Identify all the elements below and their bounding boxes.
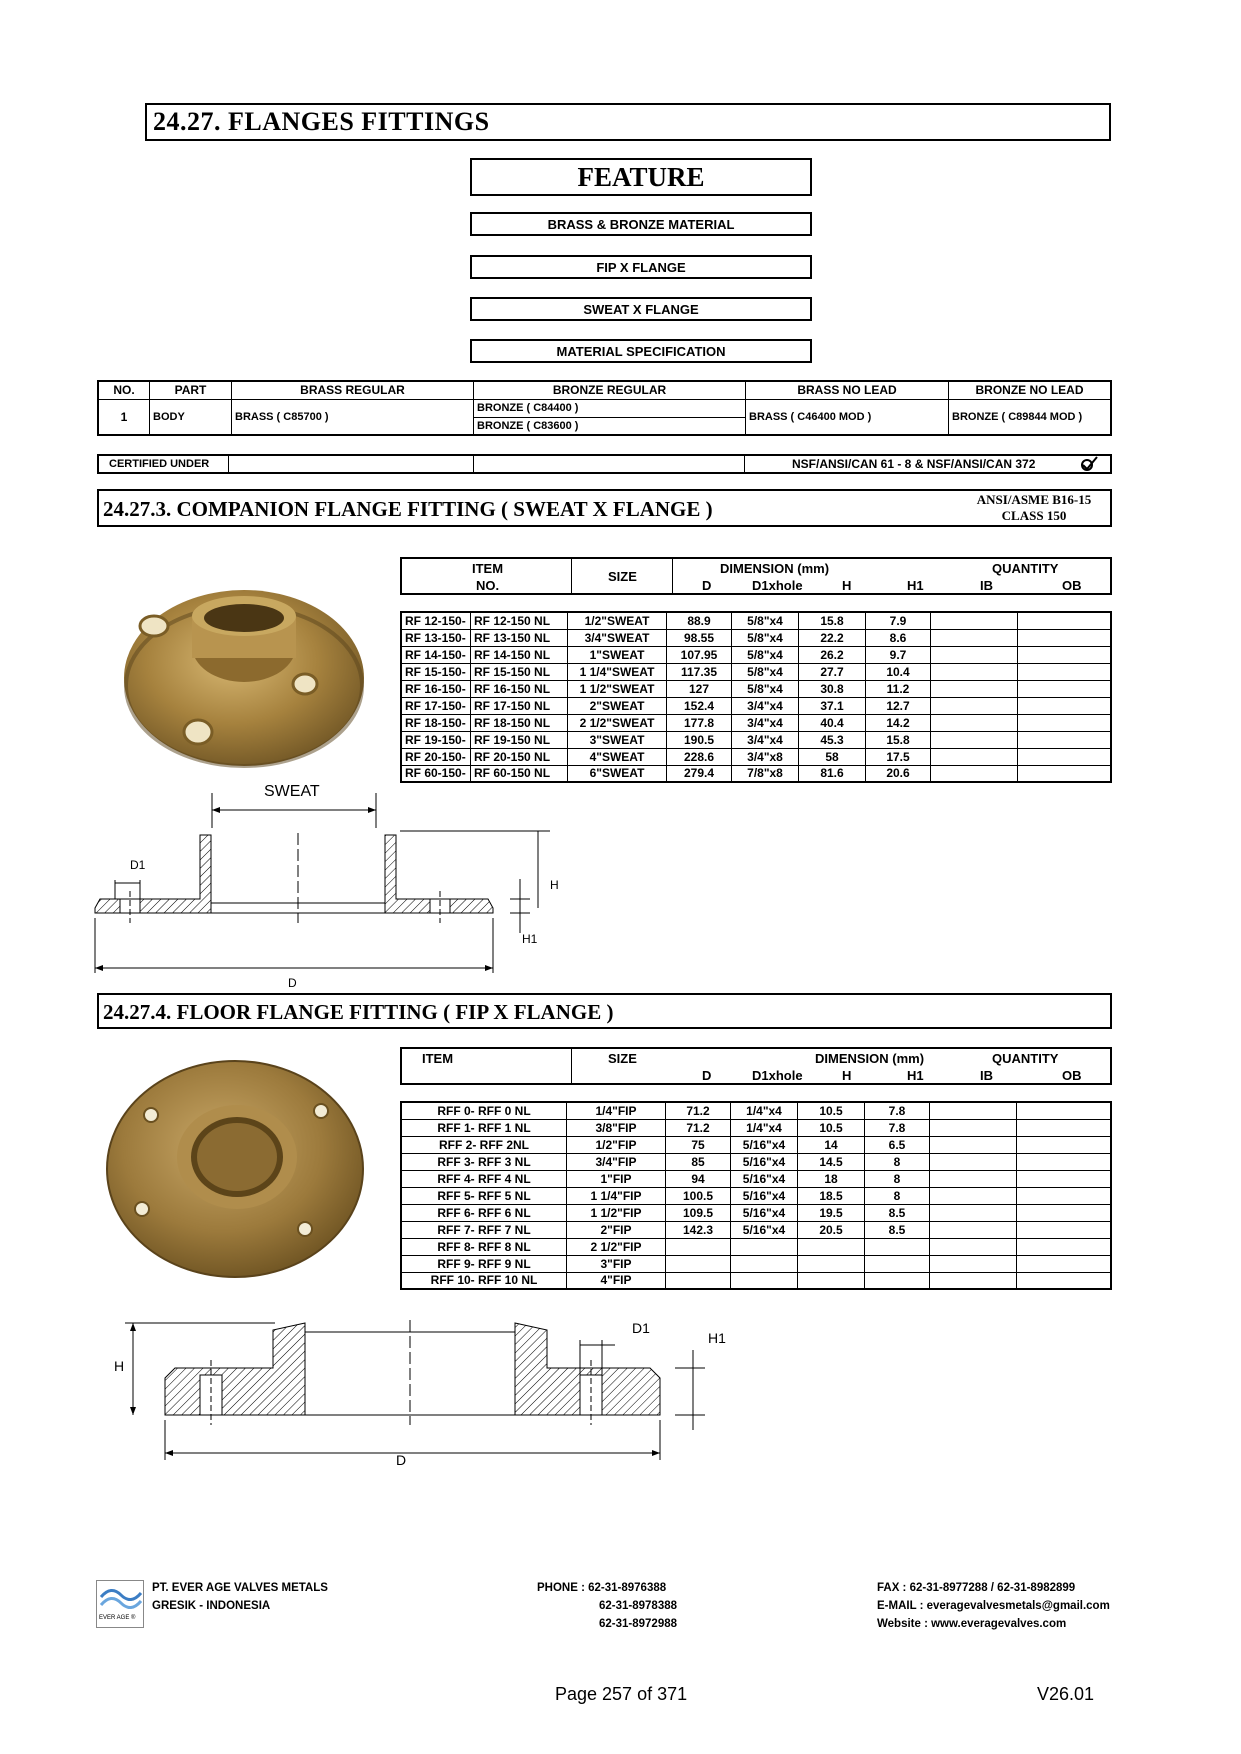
- h-cell: 18.5: [798, 1187, 865, 1204]
- h1-cell: 7.8: [865, 1102, 930, 1119]
- size-cell: 1 1/4"SWEAT: [568, 663, 667, 680]
- phone-1: PHONE : 62-31-8976388: [537, 1582, 667, 1594]
- table-row: [401, 1255, 1111, 1272]
- table-row: [401, 748, 1111, 765]
- drawing-label-h1: H1: [522, 932, 538, 946]
- phone-3: 62-31-8972988: [599, 1618, 678, 1630]
- d-cell: 88.9: [667, 612, 732, 629]
- ob-cell: [1017, 1221, 1112, 1238]
- ib-cell: [930, 1255, 1017, 1272]
- table-row: [401, 1170, 1111, 1187]
- ob-cell: [1018, 629, 1112, 646]
- table-row: [401, 1238, 1111, 1255]
- header-size: SIZE: [608, 569, 637, 584]
- website: Website : www.everagevalves.com: [877, 1618, 1067, 1630]
- table-row: [401, 1221, 1111, 1238]
- h-cell: 81.6: [799, 765, 866, 782]
- size-cell: 3/4"SWEAT: [568, 629, 667, 646]
- item-code: RFF 10- RFF 10 NL: [401, 1272, 567, 1289]
- item-code: RFF 5- RFF 5 NL: [401, 1187, 567, 1204]
- d-cell: 109.5: [666, 1204, 731, 1221]
- size-cell: 1 1/2"SWEAT: [568, 680, 667, 697]
- company-logo: [96, 1580, 144, 1628]
- material-part: BODY: [150, 399, 232, 435]
- h-cell: 45.3: [799, 731, 866, 748]
- d-cell: 228.6: [667, 748, 732, 765]
- d1-cell: [731, 1238, 798, 1255]
- table-row: [401, 612, 1111, 629]
- d1-cell: 7/8"x8: [732, 765, 799, 782]
- h-cell: [798, 1272, 865, 1289]
- drawing-label-h1: H1: [708, 1330, 726, 1346]
- d1-cell: [731, 1272, 798, 1289]
- ob-cell: [1017, 1204, 1112, 1221]
- d1-cell: 5/16"x4: [731, 1187, 798, 1204]
- item-code: RF 18-150-: [401, 714, 471, 731]
- size-cell: 1 1/2"FIP: [567, 1204, 666, 1221]
- item-code-nl: RF 14-150 NL: [471, 646, 568, 663]
- header-quantity: QUANTITY: [992, 1051, 1059, 1066]
- section-title: [145, 103, 1111, 141]
- ib-cell: [931, 731, 1018, 748]
- ib-cell: [930, 1119, 1017, 1136]
- table-row: [401, 1272, 1111, 1289]
- drawing-label-d1: D1: [632, 1320, 650, 1336]
- feature-label: SWEAT X FLANGE: [583, 301, 699, 317]
- item-code: RF 20-150-: [401, 748, 471, 765]
- header-item: ITEM: [422, 1051, 454, 1066]
- section1-title: [97, 489, 1112, 527]
- ob-cell: [1017, 1272, 1112, 1289]
- ib-cell: [931, 646, 1018, 663]
- company-name: PT. EVER AGE VALVES METALS: [152, 1582, 328, 1594]
- table-row: [401, 1136, 1111, 1153]
- h-cell: 19.5: [798, 1204, 865, 1221]
- size-cell: 4"FIP: [567, 1272, 666, 1289]
- bronze-regular-value: BRONZE ( C83600 ): [474, 417, 746, 435]
- item-code: RFF 8- RFF 8 NL: [401, 1238, 567, 1255]
- item-code-nl: RF 20-150 NL: [471, 748, 568, 765]
- feature-title: [470, 158, 812, 196]
- h1-cell: 17.5: [866, 748, 931, 765]
- item-code: RFF 9- RFF 9 NL: [401, 1255, 567, 1272]
- ib-cell: [931, 680, 1018, 697]
- header-ob: OB: [1062, 1068, 1082, 1083]
- ob-cell: [1017, 1153, 1112, 1170]
- d-cell: 71.2: [666, 1119, 731, 1136]
- h-cell: 40.4: [799, 714, 866, 731]
- section2-title: [97, 993, 1112, 1029]
- h1-cell: 8: [865, 1153, 930, 1170]
- h1-cell: 10.4: [866, 663, 931, 680]
- h-cell: 27.7: [799, 663, 866, 680]
- ob-cell: [1018, 663, 1112, 680]
- company-location: GRESIK - INDONESIA: [152, 1600, 271, 1612]
- size-cell: 2 1/2"FIP: [567, 1238, 666, 1255]
- header-h1: H1: [907, 1068, 924, 1083]
- version: V26.01: [1037, 1684, 1095, 1704]
- drawing-label-h: H: [114, 1358, 125, 1374]
- section2-header: [400, 1047, 1112, 1085]
- h1-cell: 8.6: [866, 629, 931, 646]
- ob-cell: [1017, 1170, 1112, 1187]
- h-cell: 15.8: [799, 612, 866, 629]
- size-cell: 1 1/4"FIP: [567, 1187, 666, 1204]
- header-d1: D1xhole: [752, 578, 803, 593]
- fax: FAX : 62-31-8977288 / 62-31-8982899: [877, 1582, 1076, 1594]
- section-title-text: 24.27. FLANGES FITTINGS: [153, 107, 490, 136]
- header-ob: OB: [1062, 578, 1082, 593]
- ob-cell: [1018, 731, 1112, 748]
- d1-cell: 5/16"x4: [731, 1153, 798, 1170]
- d1-cell: 5/8"x4: [732, 663, 799, 680]
- size-cell: 3/8"FIP: [567, 1119, 666, 1136]
- table-row: [401, 1102, 1111, 1119]
- ib-cell: [931, 697, 1018, 714]
- h1-cell: 9.7: [866, 646, 931, 663]
- d1-cell: 3/4"x8: [732, 748, 799, 765]
- d1-cell: 5/16"x4: [731, 1221, 798, 1238]
- table-row: [401, 1153, 1111, 1170]
- table-row: [401, 731, 1111, 748]
- ob-cell: [1018, 697, 1112, 714]
- d1-cell: 3/4"x4: [732, 697, 799, 714]
- item-code: RFF 2- RFF 2NL: [401, 1136, 567, 1153]
- certified-value: NSF/ANSI/CAN 61 - 8 & NSF/ANSI/CAN 372: [792, 457, 1036, 471]
- ib-cell: [930, 1170, 1017, 1187]
- h-cell: 10.5: [798, 1119, 865, 1136]
- size-cell: 6"SWEAT: [568, 765, 667, 782]
- h1-cell: 11.2: [866, 680, 931, 697]
- ob-cell: [1017, 1102, 1112, 1119]
- ob-cell: [1018, 765, 1112, 782]
- feature-item: [470, 339, 812, 363]
- email: E-MAIL : everagevalvesmetals@gmail.com: [877, 1600, 1110, 1612]
- d-cell: 142.3: [666, 1221, 731, 1238]
- ob-cell: [1018, 680, 1112, 697]
- d-cell: 94: [666, 1170, 731, 1187]
- d-cell: 152.4: [667, 697, 732, 714]
- certified-row: [97, 454, 1112, 474]
- feature-label: BRASS & BRONZE MATERIAL: [547, 216, 735, 232]
- item-code-nl: RF 60-150 NL: [471, 765, 568, 782]
- material-header: BRONZE REGULAR: [474, 381, 746, 399]
- d1-cell: 3/4"x4: [732, 731, 799, 748]
- item-code: RFF 6- RFF 6 NL: [401, 1204, 567, 1221]
- feature-item: [470, 255, 812, 279]
- ib-cell: [930, 1136, 1017, 1153]
- d-cell: [666, 1255, 731, 1272]
- ib-cell: [930, 1102, 1017, 1119]
- header-ib: IB: [980, 1068, 993, 1083]
- h-cell: 37.1: [799, 697, 866, 714]
- item-code: RF 15-150-: [401, 663, 471, 680]
- ob-cell: [1018, 748, 1112, 765]
- table-row: [401, 646, 1111, 663]
- d1-cell: 5/16"x4: [731, 1204, 798, 1221]
- ob-cell: [1017, 1187, 1112, 1204]
- h1-cell: 20.6: [866, 765, 931, 782]
- d-cell: [666, 1238, 731, 1255]
- table-row: [401, 680, 1111, 697]
- size-cell: 3"FIP: [567, 1255, 666, 1272]
- d1-cell: 5/16"x4: [731, 1136, 798, 1153]
- h-cell: 58: [799, 748, 866, 765]
- wave-logo-icon: [97, 1581, 143, 1615]
- header-item: ITEM: [472, 561, 504, 576]
- floor-flange-photo: [105, 1057, 370, 1282]
- phone-2: 62-31-8978388: [599, 1600, 678, 1612]
- ib-cell: [930, 1204, 1017, 1221]
- standard-class: CLASS 150: [1001, 508, 1067, 523]
- table-row: [401, 1119, 1111, 1136]
- d-cell: 107.95: [667, 646, 732, 663]
- d-cell: 98.55: [667, 629, 732, 646]
- header-item-no: NO.: [476, 578, 500, 593]
- feature-item: [470, 212, 812, 236]
- item-code-nl: RF 19-150 NL: [471, 731, 568, 748]
- ib-cell: [930, 1272, 1017, 1289]
- item-code: RF 12-150-: [401, 612, 471, 629]
- item-code-nl: RF 18-150 NL: [471, 714, 568, 731]
- item-code-nl: RF 12-150 NL: [471, 612, 568, 629]
- d1-cell: 5/8"x4: [732, 612, 799, 629]
- section1-header: [400, 557, 1112, 595]
- item-code-nl: RF 15-150 NL: [471, 663, 568, 680]
- h-cell: 14.5: [798, 1153, 865, 1170]
- brass-no-lead-value: BRASS ( C46400 MOD ): [746, 399, 949, 435]
- ib-cell: [931, 765, 1018, 782]
- material-header: PART: [150, 381, 232, 399]
- material-table: [97, 380, 1112, 436]
- certified-label: CERTIFIED UNDER: [99, 456, 229, 472]
- d-cell: 190.5: [667, 731, 732, 748]
- table-row: [401, 663, 1111, 680]
- d1-cell: 1/4"x4: [731, 1102, 798, 1119]
- section2-table: [400, 1101, 1112, 1290]
- h-cell: 20.5: [798, 1221, 865, 1238]
- size-cell: 1"FIP: [567, 1170, 666, 1187]
- feature-label: FIP X FLANGE: [596, 259, 686, 275]
- d1-cell: 5/8"x4: [732, 646, 799, 663]
- h1-cell: 8: [865, 1187, 930, 1204]
- table-row: [401, 1204, 1111, 1221]
- size-cell: 4"SWEAT: [568, 748, 667, 765]
- material-header: BRASS NO LEAD: [746, 381, 949, 399]
- table-row: [401, 629, 1111, 646]
- d-cell: 127: [667, 680, 732, 697]
- d1-cell: 5/8"x4: [732, 629, 799, 646]
- item-code: RF 14-150-: [401, 646, 471, 663]
- ob-cell: [1018, 612, 1112, 629]
- header-ib: IB: [980, 578, 993, 593]
- section2-title-text: 24.27.4. FLOOR FLANGE FITTING ( FIP X FLANGE ): [103, 1000, 614, 1024]
- h1-cell: 8.5: [865, 1204, 930, 1221]
- ob-cell: [1018, 646, 1112, 663]
- item-code: RFF 0- RFF 0 NL: [401, 1102, 567, 1119]
- d-cell: 71.2: [666, 1102, 731, 1119]
- h1-cell: [865, 1238, 930, 1255]
- header-quantity: QUANTITY: [992, 561, 1059, 576]
- ib-cell: [930, 1238, 1017, 1255]
- d-cell: [666, 1272, 731, 1289]
- item-code-nl: RF 13-150 NL: [471, 629, 568, 646]
- ib-cell: [930, 1221, 1017, 1238]
- bronze-regular-value: BRONZE ( C84400 ): [474, 399, 746, 417]
- table-row: [401, 765, 1111, 782]
- h-cell: 14: [798, 1136, 865, 1153]
- feature-label: MATERIAL SPECIFICATION: [556, 343, 726, 359]
- ib-cell: [930, 1153, 1017, 1170]
- h1-cell: 7.9: [866, 612, 931, 629]
- size-cell: 1/4"FIP: [567, 1102, 666, 1119]
- ob-cell: [1017, 1119, 1112, 1136]
- section1-title-text: 24.27.3. COMPANION FLANGE FITTING ( SWEAT X FLANGE ): [103, 497, 713, 521]
- section1-table: [400, 611, 1112, 783]
- item-code: RF 17-150-: [401, 697, 471, 714]
- h-cell: 30.8: [799, 680, 866, 697]
- d-cell: 117.35: [667, 663, 732, 680]
- feature-item: [470, 297, 812, 321]
- h-cell: 10.5: [798, 1102, 865, 1119]
- h-cell: 26.2: [799, 646, 866, 663]
- page-number: Page 257 of 371: [555, 1684, 688, 1704]
- companion-flange-photo: [112, 586, 377, 771]
- header-dimension: DIMENSION (mm): [815, 1051, 925, 1066]
- header-h1: H1: [907, 578, 924, 593]
- size-cell: 1"SWEAT: [568, 646, 667, 663]
- item-code: RFF 3- RFF 3 NL: [401, 1153, 567, 1170]
- drawing-label-d: D: [288, 976, 297, 990]
- ib-cell: [931, 629, 1018, 646]
- size-cell: 2"SWEAT: [568, 697, 667, 714]
- item-code: RF 13-150-: [401, 629, 471, 646]
- d-cell: 75: [666, 1136, 731, 1153]
- d-cell: 85: [666, 1153, 731, 1170]
- h1-cell: 14.2: [866, 714, 931, 731]
- size-cell: 3"SWEAT: [568, 731, 667, 748]
- check-badge-icon: [1079, 456, 1099, 472]
- ib-cell: [931, 714, 1018, 731]
- d1-cell: 5/8"x4: [732, 680, 799, 697]
- h-cell: [798, 1255, 865, 1272]
- d-cell: 279.4: [667, 765, 732, 782]
- h-cell: [798, 1238, 865, 1255]
- h1-cell: 15.8: [866, 731, 931, 748]
- header-d1: D1xhole: [752, 1068, 803, 1083]
- header-d: D: [702, 578, 712, 593]
- header-size: SIZE: [608, 1051, 637, 1066]
- item-code: RFF 1- RFF 1 NL: [401, 1119, 567, 1136]
- brass-regular-value: BRASS ( C85700 ): [232, 399, 474, 435]
- feature-title-text: FEATURE: [577, 161, 705, 192]
- drawing-label-sweat: SWEAT: [264, 783, 320, 800]
- header-dimension: DIMENSION (mm): [720, 561, 830, 576]
- material-no: 1: [98, 399, 150, 435]
- h1-cell: 8.5: [865, 1221, 930, 1238]
- ob-cell: [1017, 1136, 1112, 1153]
- bronze-no-lead-value: BRONZE ( C89844 MOD ): [949, 399, 1112, 435]
- material-header: BRASS REGULAR: [232, 381, 474, 399]
- ib-cell: [931, 612, 1018, 629]
- companion-flange-drawing: [90, 783, 570, 998]
- d-cell: 100.5: [666, 1187, 731, 1204]
- h-cell: 22.2: [799, 629, 866, 646]
- item-code-nl: RF 17-150 NL: [471, 697, 568, 714]
- drawing-label-d1: D1: [130, 858, 146, 872]
- item-code: RFF 4- RFF 4 NL: [401, 1170, 567, 1187]
- h1-cell: 6.5: [865, 1136, 930, 1153]
- item-code-nl: RF 16-150 NL: [471, 680, 568, 697]
- header-d: D: [702, 1068, 712, 1083]
- item-code: RF 19-150-: [401, 731, 471, 748]
- item-code: RFF 7- RFF 7 NL: [401, 1221, 567, 1238]
- item-code: RF 16-150-: [401, 680, 471, 697]
- logo-text: EVER AGE ®: [99, 1615, 136, 1621]
- h-cell: 18: [798, 1170, 865, 1187]
- d1-cell: 1/4"x4: [731, 1119, 798, 1136]
- header-h: H: [842, 578, 852, 593]
- table-row: [401, 697, 1111, 714]
- d-cell: 177.8: [667, 714, 732, 731]
- h1-cell: [865, 1255, 930, 1272]
- h1-cell: 7.8: [865, 1119, 930, 1136]
- ib-cell: [931, 663, 1018, 680]
- item-code: RF 60-150-: [401, 765, 471, 782]
- d1-cell: 5/16"x4: [731, 1170, 798, 1187]
- h1-cell: 12.7: [866, 697, 931, 714]
- size-cell: 1/2"FIP: [567, 1136, 666, 1153]
- d1-cell: 3/4"x4: [732, 714, 799, 731]
- d1-cell: [731, 1255, 798, 1272]
- table-row: [401, 1187, 1111, 1204]
- ob-cell: [1017, 1238, 1112, 1255]
- ib-cell: [930, 1187, 1017, 1204]
- size-cell: 2"FIP: [567, 1221, 666, 1238]
- drawing-label-d: D: [396, 1452, 407, 1468]
- ob-cell: [1017, 1255, 1112, 1272]
- material-header: NO.: [98, 381, 150, 399]
- size-cell: 1/2"SWEAT: [568, 612, 667, 629]
- h1-cell: 8: [865, 1170, 930, 1187]
- standard-text: ANSI/ASME B16-15: [976, 492, 1092, 507]
- h1-cell: [865, 1272, 930, 1289]
- header-h: H: [842, 1068, 852, 1083]
- ob-cell: [1018, 714, 1112, 731]
- size-cell: 2 1/2"SWEAT: [568, 714, 667, 731]
- table-row: [401, 714, 1111, 731]
- material-header: BRONZE NO LEAD: [949, 381, 1112, 399]
- size-cell: 3/4"FIP: [567, 1153, 666, 1170]
- ib-cell: [931, 748, 1018, 765]
- floor-flange-drawing: [115, 1320, 735, 1480]
- drawing-label-h: H: [550, 878, 559, 892]
